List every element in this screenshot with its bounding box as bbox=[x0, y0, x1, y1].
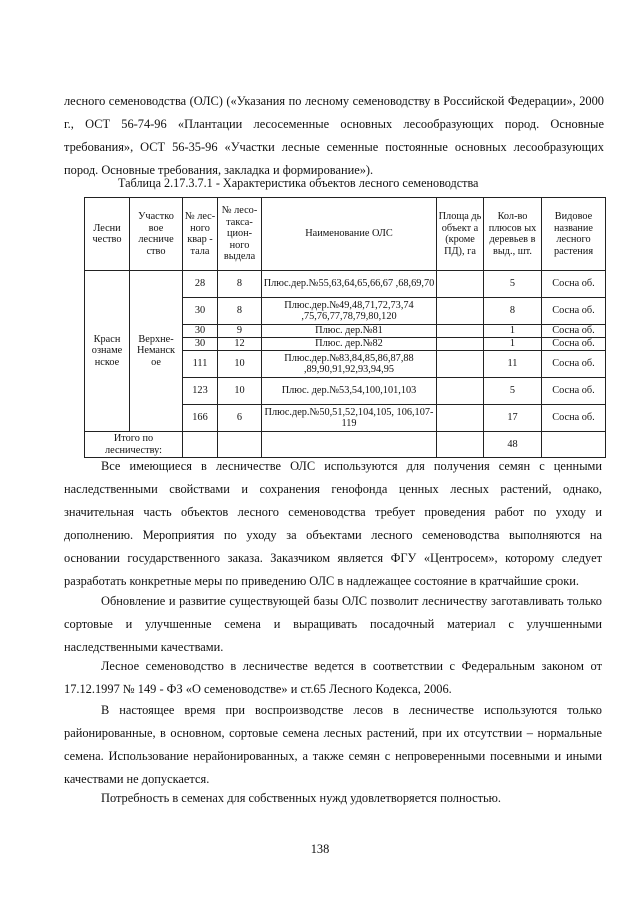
header-vydel: № лесо- такса- цион- ного выдела bbox=[218, 198, 262, 271]
intro-paragraph: лесного семеноводства (ОЛС) («Указания по лесному семеноводству в Российской Федерации», 2000 г., ОСТ 56-74-96 «Плантации лесосеменные основных лесообразующих пород. Основные требования», ОСТ 56-35-96 «Участки лесные семенные постоянные основных лесообразующих пород. Основные требования, закладка и формирование»). bbox=[64, 94, 604, 177]
species-cell: Сосна об. bbox=[542, 325, 606, 338]
total-empty-cell bbox=[542, 432, 606, 458]
count-cell: 5 bbox=[484, 271, 542, 298]
paragraph-seeds: В настоящее время при воспроизводстве лесов в лесничестве используются только районированные, в основном, сортовые семена лесных растений, при их отсутствии – нормальные семена. Использование нерайонированных, а также семян с непроверенными посевными и иными качествами не допускается. bbox=[64, 703, 602, 786]
paragraph-demand: Потребность в семенах для собственных нужд удовлетворяется полностью. bbox=[101, 791, 502, 805]
ols-name-cell: Плюс.дер.№49,48,71,72,73,74 ,75,76,77,78,79,80,120 bbox=[262, 298, 437, 325]
kvartal-cell: 111 bbox=[183, 351, 218, 378]
species-cell: Сосна об. bbox=[542, 338, 606, 351]
kvartal-cell: 30 bbox=[183, 338, 218, 351]
ols-name-cell: Плюс. дер.№81 bbox=[262, 325, 437, 338]
total-empty-cell bbox=[437, 432, 484, 458]
ols-name-cell: Плюс.дер.№83,84,85,86,87,88 ,89,90,91,92,93,94,95 bbox=[262, 351, 437, 378]
header-lesnichestvo: Лесни чество bbox=[85, 198, 130, 271]
total-empty-cell bbox=[183, 432, 218, 458]
kvartal-cell: 28 bbox=[183, 271, 218, 298]
count-cell: 11 bbox=[484, 351, 542, 378]
area-cell bbox=[437, 338, 484, 351]
count-cell: 5 bbox=[484, 378, 542, 405]
header-uchastkovoe: Участко вое лесниче ство bbox=[130, 198, 183, 271]
area-cell bbox=[437, 351, 484, 378]
vydel-cell: 6 bbox=[218, 405, 262, 432]
total-empty-cell bbox=[218, 432, 262, 458]
ols-name-cell: Плюс. дер.№53,54,100,101,103 bbox=[262, 378, 437, 405]
lesnichestvo-cell: Красн ознаме нское bbox=[85, 271, 130, 432]
paragraph-renewal: Обновление и развитие существующей базы ОЛС позволит лесничеству заготавливать только сортовые и улучшенные семена и выращивать посадочный материал с улучшенными наследственными качествами. bbox=[64, 594, 602, 654]
kvartal-cell: 123 bbox=[183, 378, 218, 405]
area-cell bbox=[437, 378, 484, 405]
species-cell: Сосна об. bbox=[542, 378, 606, 405]
area-cell bbox=[437, 271, 484, 298]
vydel-cell: 8 bbox=[218, 271, 262, 298]
paragraph-usage: Все имеющиеся в лесничестве ОЛС используются для получения семян с ценными наследственными свойствами и сохранения генофонда ценных лесных растений, однако, значительная часть объектов лесного семеноводства требует проведения работ по уходу и дополнению. Мероприятия по уходу за объектами лесного семеноводства выполняются на основании государственного заказа. Заказчиком является ФГУ «Центросем», которому следует разработать конкретные меры по приведению ОЛС в надлежащее состояние в кратчайшие сроки. bbox=[64, 459, 602, 588]
vydel-cell: 10 bbox=[218, 351, 262, 378]
ols-name-cell: Плюс.дер.№50,51,52,104,105, 106,107-119 bbox=[262, 405, 437, 432]
species-cell: Сосна об. bbox=[542, 271, 606, 298]
header-ploshad: Площа дь объект а (кроме ПД), га bbox=[437, 198, 484, 271]
ols-name-cell: Плюс. дер.№82 bbox=[262, 338, 437, 351]
species-cell: Сосна об. bbox=[542, 405, 606, 432]
count-cell: 1 bbox=[484, 338, 542, 351]
kvartal-cell: 30 bbox=[183, 298, 218, 325]
total-count: 48 bbox=[484, 432, 542, 458]
header-naimenovanie: Наименование ОЛС bbox=[262, 198, 437, 271]
kvartal-cell: 166 bbox=[183, 405, 218, 432]
vydel-cell: 10 bbox=[218, 378, 262, 405]
area-cell bbox=[437, 325, 484, 338]
count-cell: 17 bbox=[484, 405, 542, 432]
header-kvartal: № лес- ного квар - тала bbox=[183, 198, 218, 271]
paragraph-law: Лесное семеноводство в лесничестве ведется в соответствии с Федеральным законом от 17.12.1997 № 149 - ФЗ «О семеноводстве» и ст.65 Лесного Кодекса, 2006. bbox=[64, 659, 602, 696]
table-caption: Таблица 2.17.3.7.1 - Характеристика объектов лесного семеноводства bbox=[118, 176, 479, 190]
vydel-cell: 12 bbox=[218, 338, 262, 351]
total-row bbox=[85, 432, 606, 458]
table-row bbox=[85, 271, 606, 298]
vydel-cell: 9 bbox=[218, 325, 262, 338]
area-cell bbox=[437, 405, 484, 432]
page-number: 138 bbox=[310, 842, 330, 856]
ols-table bbox=[84, 197, 606, 458]
table-header-row bbox=[85, 198, 606, 271]
count-cell: 1 bbox=[484, 325, 542, 338]
ols-name-cell: Плюс.дер.№55,63,64,65,66,67 ,68,69,70 bbox=[262, 271, 437, 298]
species-cell: Сосна об. bbox=[542, 298, 606, 325]
header-vid: Видовое название лесного растения bbox=[542, 198, 606, 271]
uchastkovoe-cell: Верхне- Неманск ое bbox=[130, 271, 183, 432]
count-cell: 8 bbox=[484, 298, 542, 325]
total-label: Итого по лесничеству: bbox=[85, 432, 183, 458]
area-cell bbox=[437, 298, 484, 325]
species-cell: Сосна об. bbox=[542, 351, 606, 378]
total-empty-cell bbox=[262, 432, 437, 458]
vydel-cell: 8 bbox=[218, 298, 262, 325]
kvartal-cell: 30 bbox=[183, 325, 218, 338]
header-kolvo: Кол-во плюсов ых деревьев в выд., шт. bbox=[484, 198, 542, 271]
